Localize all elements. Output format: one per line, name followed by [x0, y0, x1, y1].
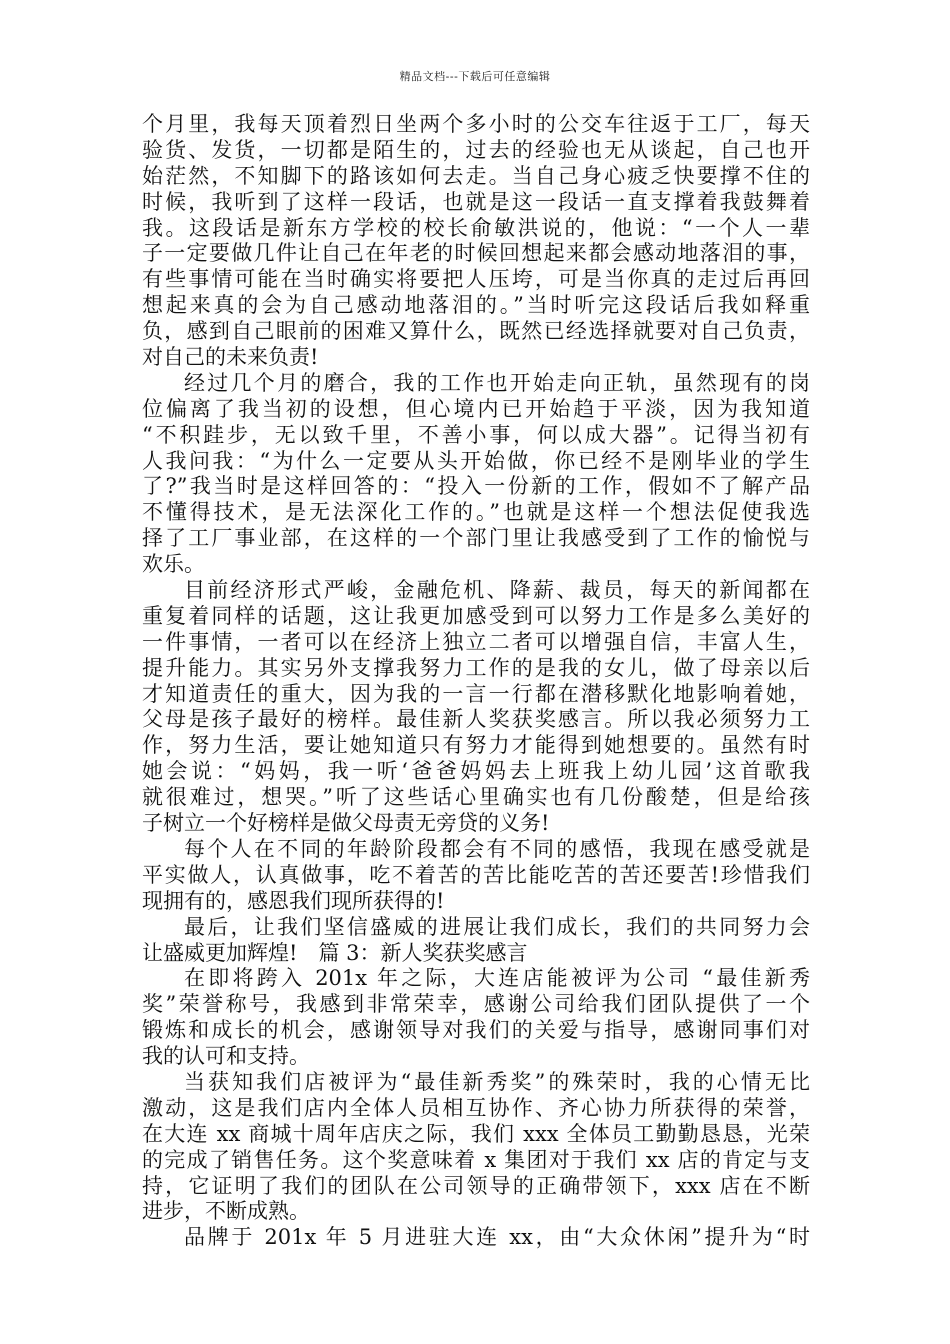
text-line: 进步，不断成熟。 [142, 1199, 310, 1224]
text-line: 父母是孩子最好的榜样。最佳新人奖获奖感言。所以我必须努力工 [142, 707, 810, 732]
paragraph-first-line: 目前经济形式严峻，金融危机、降薪、裁员，每天的新闻都在 [184, 578, 810, 603]
text-line: “不积跬步，无以致千里，不善小事，何以成大器”。记得当初有 [142, 422, 810, 447]
text-line: 现拥有的，感恩我们现所获得的! [142, 888, 445, 913]
text-line: 奖”荣誉称号，我感到非常荣幸，感谢公司给我们团队提供了一个 [142, 992, 810, 1017]
paragraph-first-line: 经过几个月的磨合，我的工作也开始走向正轨，虽然现有的岗 [184, 370, 810, 395]
text-line: 对自己的未来负责! [142, 345, 319, 370]
text-line: 负，感到自己眼前的困难又算什么，既然已经选择就要对自己负责， [142, 319, 810, 344]
text-line: 子一定要做几件让自己在年老的时候回想起来都会感动地落泪的事， [142, 241, 810, 266]
text-line: 让盛威更加辉煌! 篇 3：新人奖获奖感言 [142, 940, 528, 965]
text-line: 择了工厂事业部，在这样的一个部门里让我感受到了工作的愉悦与 [142, 526, 810, 551]
paragraph-first-line: 在即将跨入 201x 年之际，大连店能被评为公司 “最佳新秀 [184, 966, 810, 991]
text-line: 有些事情可能在当时确实将要把人压垮，可是当你真的走过后再回 [142, 267, 810, 292]
text-line: 她会说：“妈妈，我一听‘爸爸妈妈去上班我上幼儿园’这首歌我 [142, 759, 810, 784]
text-line: 作，努力生活，要让她知道只有努力才能得到她想要的。虽然有时 [142, 733, 810, 758]
text-line: 子树立一个好榜样是做父母责无旁贷的义务! [142, 811, 550, 836]
paragraph-first-line: 每个人在不同的年龄阶段都会有不同的感悟，我现在感受就是 [184, 836, 810, 861]
text-line: 一件事情，一者可以在经济上独立二者可以增强自信，丰富人生， [142, 629, 810, 654]
text-line: 了?”我当时是这样回答的：“投入一份新的工作，假如不了解产品 [142, 474, 810, 499]
text-line: 持，它证明了我们的团队在公司领导的正确带领下，xxx 店在不断 [142, 1173, 810, 1198]
text-line: 就很难过，想哭。”听了这些话心里确实也有几份酸楚，但是给孩 [142, 785, 810, 810]
text-line: 位偏离了我当初的设想，但心境内已开始趋于平淡，因为我知道 [142, 396, 810, 421]
text-line: 个月里，我每天顶着烈日坐两个多小时的公交车往返于工厂，每天 [142, 112, 810, 136]
text-line: 平实做人，认真做事，吃不着苦的苦比能吃苦的苦还要苦!珍惜我们 [142, 862, 810, 887]
text-line: 验货、发货，一切都是陌生的，过去的经验也无从谈起，自己也开 [142, 137, 810, 162]
text-line: 想起来真的会为自己感动地落泪的。”当时听完这段话后我如释重 [142, 293, 810, 318]
text-line: 不懂得技术，是无法深化工作的。”也就是这样一个想法促使我选 [142, 500, 810, 525]
document-body [142, 112, 810, 1251]
text-line: 在大连 xx 商城十周年店庆之际，我们 xxx 全体员工勤勤恳恳，光荣 [142, 1121, 810, 1146]
text-line: 提升能力。其实另外支撑我努力工作的是我的女儿，做了母亲以后 [142, 655, 810, 680]
paragraph-first-line: 品牌于 201x 年 5 月进驻大连 xx，由“大众休闲”提升为“时 [184, 1225, 810, 1250]
text-line: 重复着同样的话题，这让我更加感受到可以努力工作是多么美好的 [142, 603, 810, 628]
page-header: 精品文档---下载后可任意编辑 [399, 70, 551, 83]
text-line: 时候，我听到了这样一段话，也就是这一段话一直支撑着我鼓舞着 [142, 189, 810, 214]
text-line: 的完成了销售任务。这个奖意味着 x 集团对于我们 xx 店的肯定与支 [142, 1147, 810, 1172]
text-line: 锻炼和成长的机会，感谢领导对我们的关爱与指导，感谢同事们对 [142, 1018, 810, 1043]
text-line: 人我问我：“为什么一定要从头开始做，你已经不是刚毕业的学生 [142, 448, 810, 473]
text-line: 我。这段话是新东方学校的校长俞敏洪说的，他说：“一个人一辈 [142, 215, 810, 240]
text-line: 始茫然，不知脚下的路该如何去走。当自己身心疲乏快要撑不住的 [142, 163, 810, 188]
text-line: 激动，这是我们店内全体人员相互协作、齐心协力所获得的荣誉， [142, 1095, 810, 1120]
paragraph-first-line: 当获知我们店被评为“最佳新秀奖”的殊荣时，我的心情无比 [184, 1069, 810, 1094]
text-line: 才知道责任的重大，因为我的一言一行都在潜移默化地影响着她， [142, 681, 810, 706]
text-line: 欢乐。 [142, 552, 205, 577]
text-line: 我的认可和支持。 [142, 1044, 310, 1069]
paragraph-first-line: 最后，让我们坚信盛威的进展让我们成长，我们的共同努力会 [184, 914, 810, 939]
